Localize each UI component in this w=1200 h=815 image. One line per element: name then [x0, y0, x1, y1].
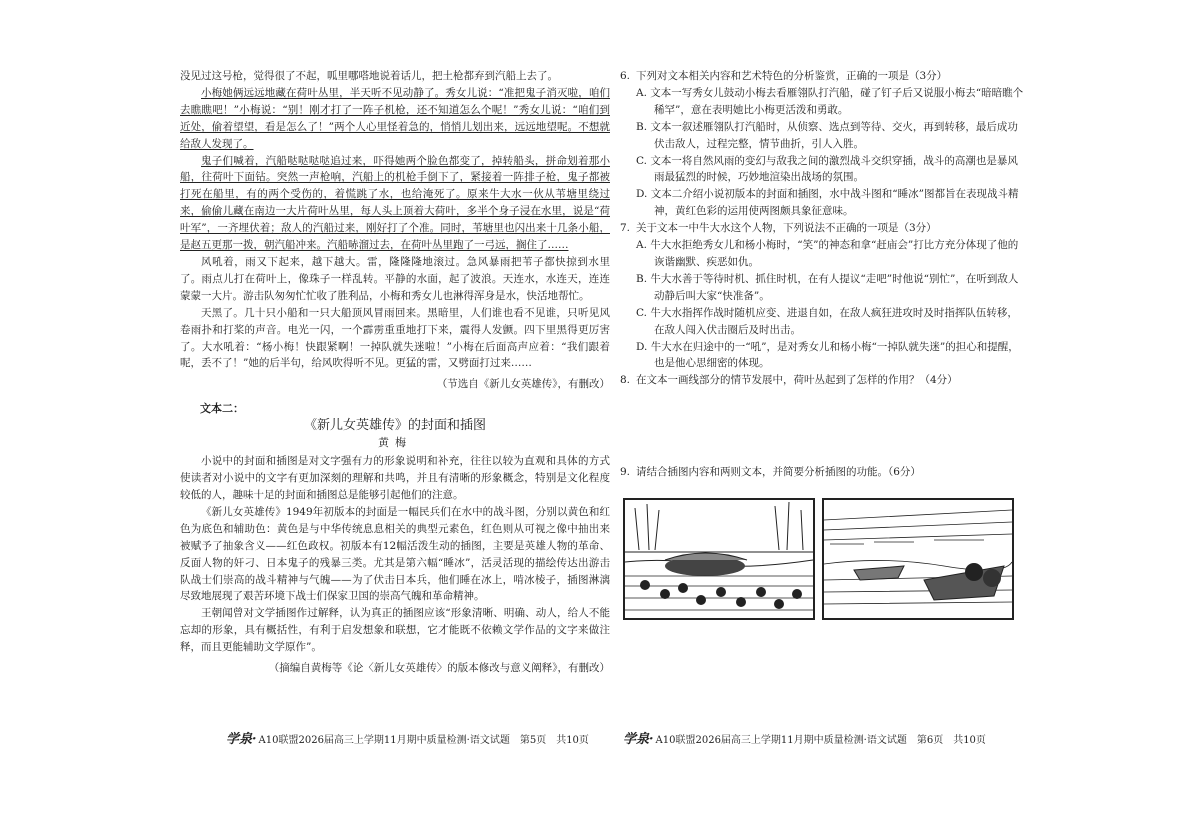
question-8-stem: 在文本一画线部分的情节发展中，荷叶丛起到了怎样的作用？（4分） — [636, 374, 958, 387]
text2-author: 黄梅 — [378, 436, 412, 450]
question-6-option-d: D. 文本二介绍小说初版本的封面和插图，水中战斗图和“睡冰”图都旨在表现战斗精神，黄红色彩的运用使两图颇具象征意味。 — [636, 188, 1019, 218]
question-7-option-d: D. 牛大水在归途中的一“吼”，是对秀女儿和杨小梅“一掉队就失迷”的担心和提醒，也是他心思细密的体现。 — [636, 340, 1019, 370]
question-8-number: 8. — [620, 374, 631, 387]
text2-para-2: 《新儿女英雄传》1949年初版本的封面是一幅民兵们在水中的战斗图，分别以黄色和红色为底色和辅助色：黄色是与中华传统息息相关的典型元素色，红色则从可视之像中抽出来被赋予了抽象含义——红色政权。初版本有12幅活泼生动的插图，主要是英雄人物的革命、反面人物的奸刁、日本鬼子的残暴三类。尤其是第六幅“睡冰”，活灵活现的描绘传达出游击队战士们崇高的战斗精神与气魄——为了伏击日本兵，他们睡在冰上，啃冰棱子，插图淋漓尽致地展现了艰苦环境下战士们保家卫国的崇高气魄和革命精神。 — [180, 505, 610, 603]
text2-para-1: 小说中的封面和插图是对文字强有力的形象说明和补充，往往以较为直观和具体的方式使读者对小说中的文字有更加深刻的理解和共鸣，并且有清晰的形象概念，特别是文化程度较低的人，趣味十足的封面和插图总是能够引起他们的注意。 — [180, 455, 610, 502]
text2-title: 《新儿女英雄传》的封面和插图 — [303, 418, 486, 434]
left-page — [180, 68, 610, 685]
question-7-number: 7. — [620, 222, 631, 235]
question-8 — [620, 372, 1025, 389]
question-6-option-c: C. 文本一将自然风雨的变幻与敌我之间的激烈战斗交织穿插，战斗的高潮也是暴风雨最猛烈的时候，巧妙地渲染出战场的氛围。 — [636, 154, 1018, 184]
footer-right — [623, 728, 986, 747]
question-9-number: 9. — [620, 466, 631, 478]
text1-para-2-underlined: 小梅她俩远远地藏在荷叶丛里，半天听不见动静了。秀女儿说：“准把鬼子消灭啦，咱们去瞧瞧吧！”小梅说：“别！刚才打了一阵子机枪，还不知道怎么个呢！”秀女儿说：“咱们到近处，偷着望望，看是怎么了！”两个人心里怪着急的，悄悄儿划出来，远远地望呢。不想就给敌人发现了。 — [180, 86, 610, 150]
text2-para-3: 王朝闻曾对文学插图作过解释，认为真正的插图应该“形象清晰、明确、动人，给人不能忘却的形象，具有概括性，有利于启发想象和联想，它才能既不依赖文学作品的文字来做注释，而且更能辅助文学原作”。 — [180, 607, 610, 654]
question-6-number: 6. — [620, 70, 631, 82]
question-6-stem: 下列对文本相关内容和艺术特色的分析鉴赏，正确的一项是（3分） — [636, 70, 948, 82]
text1-para-3-underlined: 鬼子们喊着，汽船哒哒哒哒追过来，吓得她两个脸色都变了，掉转船头，拼命划着那小船，往荷叶下面钻。突然一声枪响，汽船上的机枪手倒下了，紧接着一阵排子枪，鬼子都被打死在船里，有的两个受伤的，着慌跳了水，也给淹死了。原来牛大水一伙从苇塘里绕过来，偷偷儿藏在南边一大片荷叶丛里，每人头上顶着大荷叶，多半个身子浸在水里，说是“荷叶军”，一齐埋伏着；敌人的汽船过来，刚好打了个准。同时，苇塘里也闪出来十几条小船，是赵五更那一拨，朝汽船冲来。汽船哧溜过去，在荷叶丛里跑了一弓远，搁住了…… — [180, 154, 610, 252]
text1-source: （节选自《新儿女英雄传》，有删改） — [436, 378, 610, 391]
illustration-battle-drawing — [625, 500, 813, 618]
question-6 — [620, 68, 1025, 220]
text1-para-5: 天黑了。几十只小船和一只大船顶风冒雨回来。黑暗里，人们谁也看不见谁，只听见风卷雨扑和打桨的声音。电光一闪，一个霹雳重重地打下来，震得人发颤。四下里黑得更厉害了。大水吼着：“杨小梅！快跟紧啊！一掉队就失迷啦！”小梅在后面高声应着：“我们跟着呢，丢不了！”她的后半句，给风吹得听不见。更猛的雷，又劈面打过来…… — [180, 306, 610, 370]
question-7 — [620, 220, 1025, 372]
question-7-option-b: B. 牛大水善于等待时机、抓住时机，在有人提议“走吧”时他说“别忙”，在听到敌人动静后叫大家“快准备”。 — [636, 272, 1019, 302]
illustration-boats-in-storm — [822, 498, 1014, 620]
question-7-stem: 关于文本一中牛大水这个人物，下列说法不正确的一项是（3分） — [636, 222, 937, 235]
footer-left — [226, 728, 589, 747]
publisher-logo: 学泉· — [226, 732, 257, 747]
text2-label: 文本二： — [200, 402, 244, 416]
question-7-option-c: C. 牛大水指挥作战时随机应变、进退自如，在敌人疯狂进攻时及时指挥队伍转移，在敌人闯入伏击圈后及时出击。 — [636, 306, 1018, 336]
question-9-stem: 请结合插图内容和两则文本，并简要分析插图的功能。（6分） — [636, 466, 921, 478]
question-7-option-a: A. 牛大水拒绝秀女儿和杨小梅时，“笑”的神态和拿“赶庙会”打比方充分体现了他的诙谐幽默、疾恶如仇。 — [636, 239, 1019, 268]
illustration-boats-drawing — [824, 500, 1012, 618]
right-page — [620, 68, 1025, 478]
question-9 — [620, 464, 921, 481]
question-6-option-a: A. 文本一写秀女儿鼓动小梅去看雁翎队打汽船，碰了钉子后又说服小梅去“暗暗瞧个稀罕”，意在表明她比小梅更活泼和勇敢。 — [636, 86, 1024, 116]
text1-para-4: 风吼着，雨又下起来，越下越大。雷，隆隆隆地滚过。急风暴雨把苇子都快掠到水里了。雨点儿打在荷叶上，像珠子一样乱转。平静的水面，起了波浪。天连水，水连天，连连蒙蒙一大片。游击队匆匆忙忙收了胜利品，小梅和秀女儿也淋得浑身是水，快活地帮忙。 — [180, 255, 610, 302]
publisher-logo: 学泉· — [623, 732, 654, 747]
footer-left-text: A10联盟2026届高三上学期11月期中质量检测·语文试题 第5页 共10页 — [258, 735, 589, 746]
question-6-option-b: B. 文本一叙述雁翎队打汽船时，从侦察、选点到等待、交火，再到转移，最后成功伏击敌人，过程完整，情节曲折，引人入胜。 — [636, 120, 1018, 150]
text1-para-1: 没见过这号枪，觉得很了不起，呱里哪嗒地说着话儿，把土枪都弃到汽船上去了。 — [180, 70, 558, 82]
text2-source: （摘编自黄梅等《论〈新儿女英雄传〉的版本修改与意义阐释》，有删改） — [268, 662, 610, 675]
illustration-battle-on-water — [623, 498, 815, 620]
footer-right-text: A10联盟2026届高三上学期11月期中质量检测·语文试题 第6页 共10页 — [655, 735, 986, 746]
